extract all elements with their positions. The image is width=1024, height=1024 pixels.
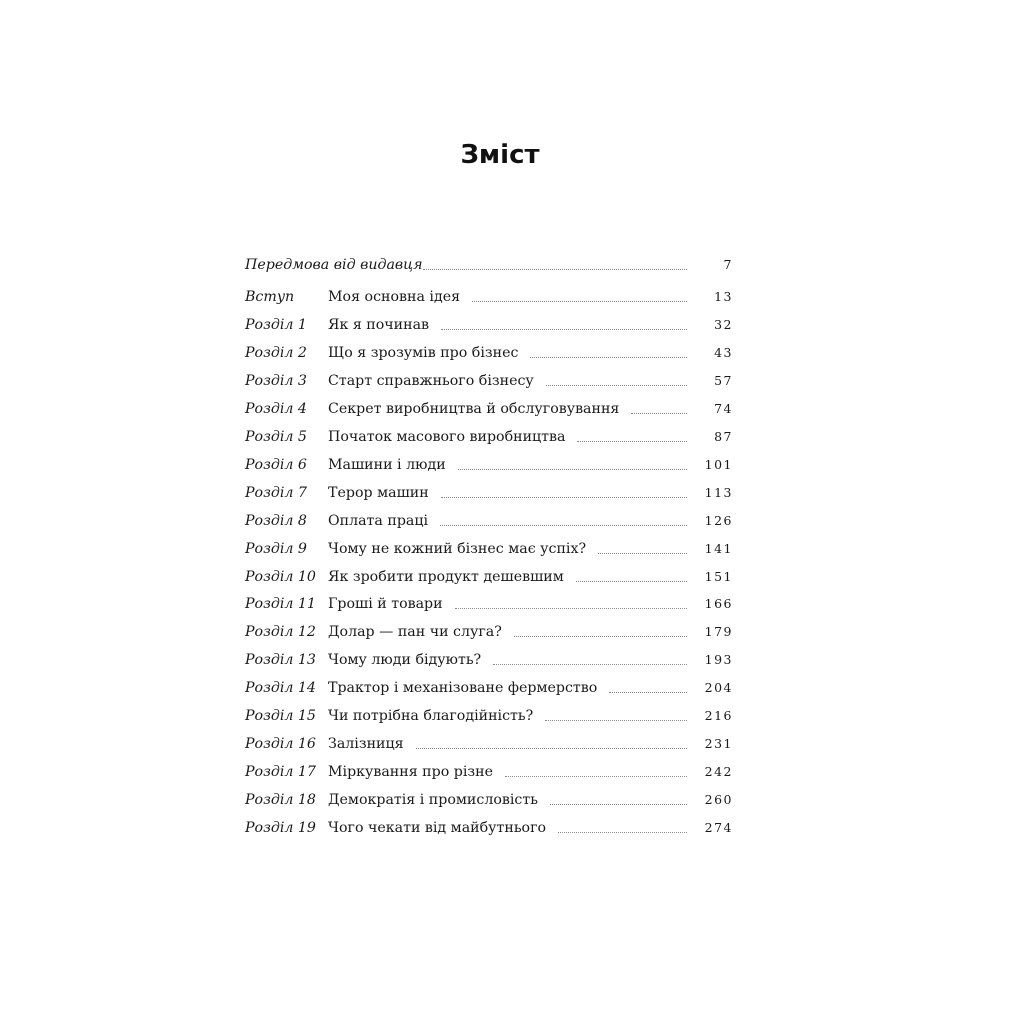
toc-page-number: 231: [704, 736, 733, 752]
toc-leader: [493, 664, 687, 665]
toc-page-number: 32: [714, 316, 733, 332]
toc-leader: [458, 469, 687, 470]
toc-page-number: 179: [704, 624, 733, 640]
toc-page-number: 151: [704, 568, 733, 584]
toc-entry-title: Демократія і промисловість: [328, 792, 538, 809]
toc-entry[interactable]: [245, 594, 733, 614]
toc-entry-label: Розділ 1: [245, 316, 307, 333]
toc-preface[interactable]: [245, 255, 733, 275]
toc-entry[interactable]: [245, 371, 733, 391]
toc-entry-label: Розділ 7: [245, 484, 307, 501]
toc-entry-label: Розділ 6: [245, 456, 307, 473]
toc-page-number: 216: [704, 708, 733, 724]
toc-entry-label: Розділ 9: [245, 540, 307, 557]
toc-leader: [455, 608, 687, 609]
toc-entry-label: Розділ 4: [245, 400, 307, 417]
toc-entry[interactable]: [245, 762, 733, 782]
toc-leader: [631, 413, 687, 414]
toc-leader: [545, 720, 687, 721]
toc-entry-title: Старт справжнього бізнесу: [328, 372, 534, 389]
toc-entry[interactable]: [245, 622, 733, 642]
toc-leader: [472, 301, 687, 302]
toc-entry-title: Долар — пан чи слуга?: [328, 624, 502, 641]
toc-leader: [558, 832, 687, 833]
toc-leader: [577, 441, 687, 442]
toc-entry[interactable]: [245, 315, 733, 335]
toc-entry[interactable]: [245, 399, 733, 419]
toc-entry[interactable]: [245, 343, 733, 363]
toc-page-number: 193: [704, 652, 733, 668]
toc-entry-title: Початок масового виробництва: [328, 428, 566, 445]
toc-entry-title: Секрет виробництва й обслуговування: [328, 400, 620, 417]
toc-page-number: 126: [704, 512, 733, 528]
toc-entry-title: Чому люди бідують?: [328, 652, 482, 669]
toc-entry-title: Міркування про різне: [328, 764, 493, 781]
toc-preface-label: Передмова від видавця: [245, 257, 423, 273]
toc-entry[interactable]: [245, 567, 733, 587]
toc-entry-title: Гроші й товари: [328, 596, 443, 613]
toc-page-number: 57: [714, 372, 733, 388]
toc-entry-label: Розділ 13: [245, 652, 316, 669]
toc-entry[interactable]: [245, 455, 733, 475]
toc-entry-title: Що я зрозумів про бізнес: [328, 344, 519, 361]
toc-entry-label: Розділ 11: [245, 596, 316, 613]
toc-entry-title: Трактор і механізоване фермерство: [328, 680, 598, 697]
toc-entry-label: Розділ 18: [245, 792, 316, 809]
toc-leader: [440, 525, 687, 526]
toc-entry-label: Розділ 12: [245, 624, 316, 641]
toc-leader: [441, 497, 687, 498]
toc-entry-title: Чого чекати від майбутнього: [328, 820, 547, 837]
toc-entry-label: Розділ 19: [245, 820, 316, 837]
toc-leader: [416, 748, 687, 749]
toc-entry-title: Як я починав: [328, 316, 430, 333]
toc-page-number: 43: [714, 344, 733, 360]
toc-entry-label: Розділ 16: [245, 736, 316, 753]
toc-leader: [598, 553, 687, 554]
toc-leader: [546, 385, 687, 386]
toc-entry[interactable]: [245, 287, 733, 307]
toc-page-number: 113: [704, 484, 733, 500]
toc-entry-label: Розділ 5: [245, 428, 307, 445]
toc-entry[interactable]: [245, 818, 733, 838]
toc-entry[interactable]: [245, 650, 733, 670]
toc-entry-label: Розділ 14: [245, 680, 316, 697]
toc-entry-title: Терор машин: [328, 484, 429, 501]
toc-entry-label: Розділ 3: [245, 372, 307, 389]
toc-page-number: 260: [704, 792, 733, 808]
toc-entry-title: Чому не кожний бізнес має успіх?: [328, 540, 587, 557]
toc-leader: [530, 357, 687, 358]
toc-entry-title: Машини і люди: [328, 456, 446, 473]
toc-page-number: 7: [723, 257, 733, 272]
page-title: Зміст: [460, 140, 540, 170]
toc-entry[interactable]: [245, 734, 733, 754]
toc-entry[interactable]: [245, 483, 733, 503]
toc-entry-label: Розділ 17: [245, 764, 316, 781]
toc-leader: [609, 692, 687, 693]
toc-page-number: 242: [704, 764, 733, 780]
toc-page-number: 166: [704, 596, 733, 612]
toc-entry[interactable]: [245, 539, 733, 559]
toc-entry[interactable]: [245, 790, 733, 810]
toc-entry-title: Оплата праці: [328, 512, 429, 529]
toc-entry-label: Розділ 2: [245, 344, 307, 361]
toc-entry-title: Залізниця: [328, 736, 404, 753]
toc-page-number: 204: [704, 680, 733, 696]
toc-page-number: 13: [714, 289, 733, 304]
toc-page-number: 87: [714, 428, 733, 444]
toc-page-number: 274: [704, 820, 733, 836]
toc-entry-label: Розділ 15: [245, 708, 316, 725]
toc-entry-label: Розділ 10: [245, 568, 316, 585]
toc-entry-title: Чи потрібна благодійність?: [328, 708, 534, 725]
toc-page-number: 101: [704, 456, 733, 472]
toc-leader: [514, 636, 687, 637]
toc-leader: [423, 269, 687, 270]
toc-page-number: 74: [714, 400, 733, 416]
toc-entry[interactable]: [245, 511, 733, 531]
toc-entry-title: Як зробити продукт дешевшим: [328, 568, 564, 585]
toc-leader: [576, 581, 687, 582]
toc-leader: [505, 776, 687, 777]
toc-entry[interactable]: [245, 678, 733, 698]
toc-leader: [441, 329, 687, 330]
toc-entry-label: Вступ: [245, 289, 295, 305]
toc-entry[interactable]: [245, 706, 733, 726]
toc-page-number: 141: [704, 540, 733, 556]
toc-entry[interactable]: [245, 427, 733, 447]
toc-entry-title: Моя основна ідея: [328, 289, 461, 305]
toc-leader: [550, 804, 687, 805]
toc-entry-label: Розділ 8: [245, 512, 307, 529]
